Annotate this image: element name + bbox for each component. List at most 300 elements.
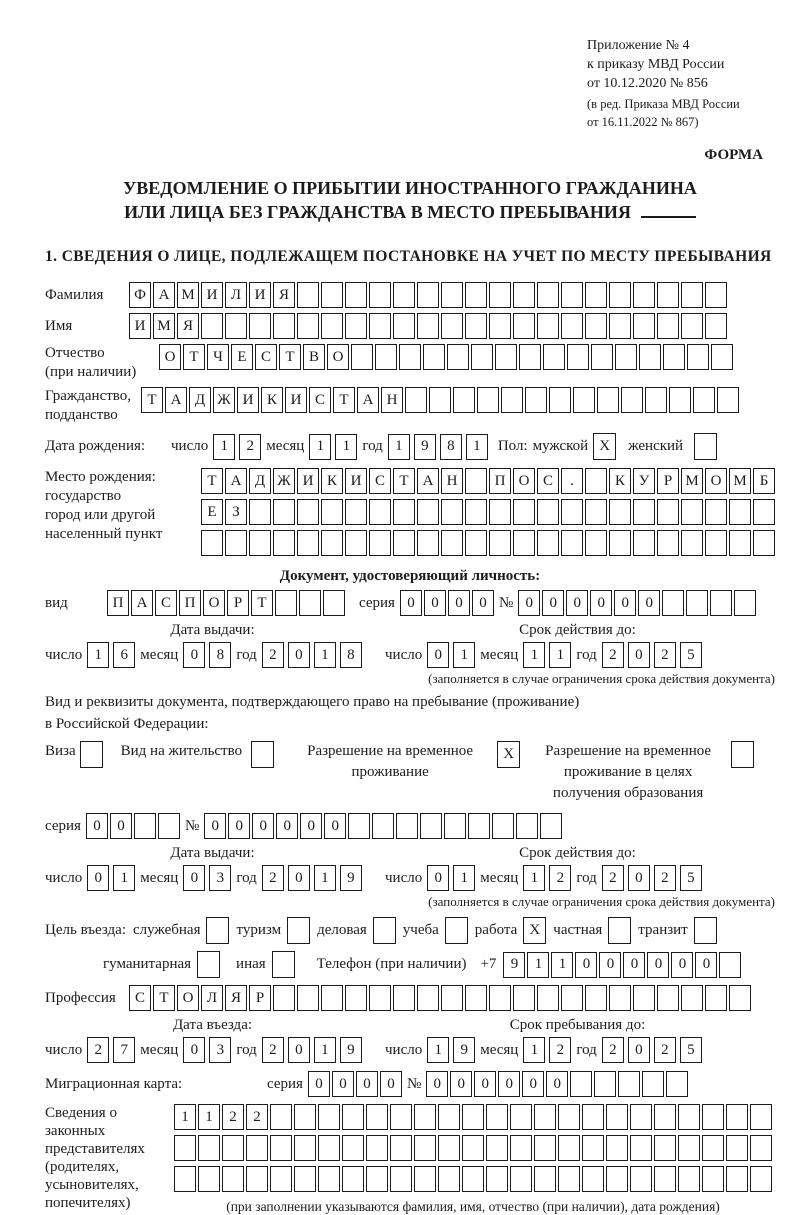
char-cell[interactable] (342, 1104, 364, 1130)
char-cell[interactable]: А (417, 468, 439, 494)
char-cell[interactable] (399, 344, 421, 370)
char-cell[interactable] (318, 1166, 340, 1192)
char-cell[interactable]: 2 (246, 1104, 268, 1130)
char-cell[interactable]: 2 (654, 1037, 676, 1063)
char-cell[interactable]: П (179, 590, 201, 616)
char-cell[interactable] (249, 499, 271, 525)
char-cell[interactable]: Р (249, 985, 271, 1011)
char-cell[interactable] (654, 1104, 676, 1130)
char-cell[interactable]: З (225, 499, 247, 525)
char-cell[interactable] (609, 530, 631, 556)
char-cell[interactable] (348, 813, 370, 839)
char-cell[interactable] (369, 499, 391, 525)
char-cell[interactable] (249, 530, 271, 556)
char-cell[interactable] (174, 1166, 196, 1192)
char-cell[interactable] (606, 1104, 628, 1130)
char-cell[interactable] (591, 344, 613, 370)
char-cell[interactable] (510, 1166, 532, 1192)
char-cell[interactable]: 0 (380, 1071, 402, 1097)
char-cell[interactable]: 9 (503, 952, 525, 978)
char-cell[interactable]: 0 (472, 590, 494, 616)
char-cell[interactable] (633, 313, 655, 339)
char-cell[interactable] (678, 1104, 700, 1130)
char-cell[interactable] (495, 344, 517, 370)
char-cell[interactable] (705, 530, 727, 556)
char-cell[interactable] (513, 985, 535, 1011)
char-cell[interactable]: 0 (671, 952, 693, 978)
char-cell[interactable]: 1 (523, 865, 545, 891)
char-cell[interactable] (441, 282, 463, 308)
char-cell[interactable] (297, 499, 319, 525)
char-cell[interactable]: 0 (110, 813, 132, 839)
char-cell[interactable]: 2 (602, 642, 624, 668)
char-cell[interactable] (465, 468, 487, 494)
char-cell[interactable]: 6 (113, 642, 135, 668)
char-cell[interactable] (729, 499, 751, 525)
char-cell[interactable] (489, 282, 511, 308)
char-cell[interactable]: 2 (262, 642, 284, 668)
char-cell[interactable] (633, 985, 655, 1011)
char-cell[interactable] (729, 985, 751, 1011)
char-cell[interactable] (297, 282, 319, 308)
char-cell[interactable] (275, 590, 297, 616)
char-cell[interactable] (417, 313, 439, 339)
char-cell[interactable]: Я (225, 985, 247, 1011)
char-cell[interactable] (321, 313, 343, 339)
char-cell[interactable] (609, 985, 631, 1011)
char-cell[interactable] (705, 282, 727, 308)
char-cell[interactable]: О (203, 590, 225, 616)
char-cell[interactable] (201, 530, 223, 556)
char-cell[interactable]: 0 (288, 1037, 310, 1063)
char-cell[interactable] (342, 1135, 364, 1161)
char-cell[interactable]: И (201, 282, 223, 308)
char-cell[interactable]: 0 (647, 952, 669, 978)
char-cell[interactable] (606, 1166, 628, 1192)
char-cell[interactable]: 0 (87, 865, 109, 891)
char-cell[interactable]: И (249, 282, 271, 308)
char-cell[interactable] (753, 499, 775, 525)
char-cell[interactable] (582, 1135, 604, 1161)
purpose-study-checkbox[interactable] (445, 917, 468, 944)
char-cell[interactable] (273, 313, 295, 339)
char-cell[interactable] (318, 1104, 340, 1130)
char-cell[interactable] (225, 530, 247, 556)
char-cell[interactable]: Н (441, 468, 463, 494)
char-cell[interactable] (669, 387, 691, 413)
char-cell[interactable] (573, 387, 595, 413)
char-cell[interactable] (441, 499, 463, 525)
char-cell[interactable]: О (177, 985, 199, 1011)
char-cell[interactable] (726, 1166, 748, 1192)
char-cell[interactable]: Л (225, 282, 247, 308)
char-cell[interactable] (423, 344, 445, 370)
char-cell[interactable] (705, 985, 727, 1011)
char-cell[interactable]: С (537, 468, 559, 494)
char-cell[interactable] (540, 813, 562, 839)
char-cell[interactable]: 1 (527, 952, 549, 978)
char-cell[interactable] (465, 313, 487, 339)
char-cell[interactable] (345, 282, 367, 308)
char-cell[interactable]: О (513, 468, 535, 494)
char-cell[interactable]: 0 (228, 813, 250, 839)
char-cell[interactable] (366, 1104, 388, 1130)
char-cell[interactable] (351, 344, 373, 370)
char-cell[interactable] (420, 813, 442, 839)
char-cell[interactable]: 8 (440, 434, 462, 460)
gender-female-checkbox[interactable] (694, 433, 717, 460)
char-cell[interactable] (609, 313, 631, 339)
char-cell[interactable] (345, 313, 367, 339)
char-cell[interactable] (489, 530, 511, 556)
char-cell[interactable]: Я (273, 282, 295, 308)
char-cell[interactable] (198, 1166, 220, 1192)
char-cell[interactable] (369, 313, 391, 339)
char-cell[interactable] (630, 1135, 652, 1161)
char-cell[interactable]: 2 (549, 865, 571, 891)
char-cell[interactable] (585, 530, 607, 556)
char-cell[interactable] (438, 1135, 460, 1161)
char-cell[interactable] (717, 387, 739, 413)
char-cell[interactable] (726, 1104, 748, 1130)
char-cell[interactable]: Т (153, 985, 175, 1011)
char-cell[interactable] (441, 985, 463, 1011)
char-cell[interactable] (393, 530, 415, 556)
char-cell[interactable]: 0 (356, 1071, 378, 1097)
char-cell[interactable]: 0 (628, 1037, 650, 1063)
char-cell[interactable] (198, 1135, 220, 1161)
char-cell[interactable]: И (237, 387, 259, 413)
char-cell[interactable] (678, 1135, 700, 1161)
char-cell[interactable] (734, 590, 756, 616)
char-cell[interactable] (615, 344, 637, 370)
char-cell[interactable]: 0 (566, 590, 588, 616)
char-cell[interactable] (486, 1104, 508, 1130)
char-cell[interactable] (678, 1166, 700, 1192)
char-cell[interactable] (270, 1166, 292, 1192)
char-cell[interactable]: 0 (183, 865, 205, 891)
char-cell[interactable]: Л (201, 985, 223, 1011)
char-cell[interactable] (663, 344, 685, 370)
char-cell[interactable] (750, 1135, 772, 1161)
char-cell[interactable] (393, 499, 415, 525)
char-cell[interactable]: А (357, 387, 379, 413)
char-cell[interactable] (510, 1135, 532, 1161)
purpose-business-checkbox[interactable] (373, 917, 396, 944)
char-cell[interactable] (633, 282, 655, 308)
char-cell[interactable] (750, 1166, 772, 1192)
char-cell[interactable] (567, 344, 589, 370)
char-cell[interactable]: О (159, 344, 181, 370)
char-cell[interactable] (489, 499, 511, 525)
char-cell[interactable] (525, 387, 547, 413)
char-cell[interactable]: 2 (222, 1104, 244, 1130)
char-cell[interactable] (537, 499, 559, 525)
char-cell[interactable] (561, 985, 583, 1011)
char-cell[interactable] (585, 468, 607, 494)
char-cell[interactable] (711, 344, 733, 370)
char-cell[interactable]: А (165, 387, 187, 413)
char-cell[interactable] (519, 344, 541, 370)
char-cell[interactable] (561, 499, 583, 525)
char-cell[interactable]: 0 (400, 590, 422, 616)
char-cell[interactable] (558, 1135, 580, 1161)
char-cell[interactable]: 3 (209, 865, 231, 891)
char-cell[interactable]: 0 (638, 590, 660, 616)
char-cell[interactable]: 2 (602, 865, 624, 891)
char-cell[interactable]: П (489, 468, 511, 494)
char-cell[interactable]: Т (333, 387, 355, 413)
char-cell[interactable] (414, 1166, 436, 1192)
char-cell[interactable] (444, 813, 466, 839)
char-cell[interactable]: С (255, 344, 277, 370)
char-cell[interactable] (561, 530, 583, 556)
char-cell[interactable]: 1 (466, 434, 488, 460)
char-cell[interactable]: 1 (174, 1104, 196, 1130)
char-cell[interactable]: 1 (551, 952, 573, 978)
char-cell[interactable] (441, 530, 463, 556)
char-cell[interactable] (687, 344, 709, 370)
char-cell[interactable] (222, 1135, 244, 1161)
char-cell[interactable] (513, 499, 535, 525)
char-cell[interactable] (501, 387, 523, 413)
purpose-tourism-checkbox[interactable] (287, 917, 310, 944)
char-cell[interactable] (297, 985, 319, 1011)
char-cell[interactable] (510, 1104, 532, 1130)
char-cell[interactable] (158, 813, 180, 839)
char-cell[interactable] (693, 387, 715, 413)
char-cell[interactable]: 0 (448, 590, 470, 616)
char-cell[interactable]: Т (279, 344, 301, 370)
char-cell[interactable] (513, 282, 535, 308)
char-cell[interactable]: С (155, 590, 177, 616)
char-cell[interactable]: Р (657, 468, 679, 494)
char-cell[interactable]: 0 (276, 813, 298, 839)
char-cell[interactable]: 2 (602, 1037, 624, 1063)
char-cell[interactable]: 8 (209, 642, 231, 668)
char-cell[interactable] (468, 813, 490, 839)
char-cell[interactable] (750, 1104, 772, 1130)
char-cell[interactable] (393, 282, 415, 308)
char-cell[interactable] (390, 1166, 412, 1192)
char-cell[interactable] (294, 1104, 316, 1130)
char-cell[interactable]: К (609, 468, 631, 494)
char-cell[interactable] (369, 985, 391, 1011)
char-cell[interactable]: 2 (549, 1037, 571, 1063)
char-cell[interactable]: Т (183, 344, 205, 370)
char-cell[interactable]: 0 (288, 642, 310, 668)
char-cell[interactable] (321, 530, 343, 556)
char-cell[interactable] (438, 1104, 460, 1130)
char-cell[interactable] (681, 985, 703, 1011)
char-cell[interactable] (657, 530, 679, 556)
char-cell[interactable]: Т (141, 387, 163, 413)
char-cell[interactable]: 9 (453, 1037, 475, 1063)
char-cell[interactable] (705, 313, 727, 339)
char-cell[interactable]: 0 (427, 865, 449, 891)
char-cell[interactable]: И (345, 468, 367, 494)
char-cell[interactable]: 2 (654, 642, 676, 668)
char-cell[interactable]: 2 (654, 865, 676, 891)
char-cell[interactable]: 0 (288, 865, 310, 891)
char-cell[interactable]: 8 (340, 642, 362, 668)
char-cell[interactable] (726, 1135, 748, 1161)
char-cell[interactable] (417, 282, 439, 308)
char-cell[interactable] (537, 313, 559, 339)
char-cell[interactable] (686, 590, 708, 616)
char-cell[interactable]: 2 (262, 865, 284, 891)
char-cell[interactable]: 0 (518, 590, 540, 616)
char-cell[interactable]: 1 (523, 642, 545, 668)
char-cell[interactable]: Р (227, 590, 249, 616)
char-cell[interactable] (273, 985, 295, 1011)
purpose-other-checkbox[interactable] (272, 951, 295, 978)
char-cell[interactable] (372, 813, 394, 839)
char-cell[interactable]: 0 (252, 813, 274, 839)
purpose-transit-checkbox[interactable] (694, 917, 717, 944)
char-cell[interactable]: 0 (599, 952, 621, 978)
char-cell[interactable] (246, 1135, 268, 1161)
char-cell[interactable]: С (309, 387, 331, 413)
char-cell[interactable]: М (177, 282, 199, 308)
char-cell[interactable] (342, 1166, 364, 1192)
char-cell[interactable] (585, 282, 607, 308)
char-cell[interactable]: 0 (324, 813, 346, 839)
char-cell[interactable]: 0 (546, 1071, 568, 1097)
char-cell[interactable] (710, 590, 732, 616)
char-cell[interactable]: 5 (680, 1037, 702, 1063)
char-cell[interactable]: 5 (680, 865, 702, 891)
char-cell[interactable]: И (297, 468, 319, 494)
char-cell[interactable] (366, 1166, 388, 1192)
option-temp-residence-education-checkbox[interactable] (731, 741, 754, 768)
char-cell[interactable]: 1 (314, 1037, 336, 1063)
char-cell[interactable] (719, 952, 741, 978)
char-cell[interactable] (297, 530, 319, 556)
char-cell[interactable] (375, 344, 397, 370)
char-cell[interactable]: 0 (86, 813, 108, 839)
char-cell[interactable] (645, 387, 667, 413)
char-cell[interactable]: Д (189, 387, 211, 413)
char-cell[interactable] (558, 1166, 580, 1192)
char-cell[interactable]: Т (201, 468, 223, 494)
char-cell[interactable] (597, 387, 619, 413)
char-cell[interactable] (345, 530, 367, 556)
char-cell[interactable]: С (129, 985, 151, 1011)
char-cell[interactable] (681, 313, 703, 339)
char-cell[interactable] (702, 1104, 724, 1130)
char-cell[interactable]: Д (249, 468, 271, 494)
char-cell[interactable] (585, 499, 607, 525)
char-cell[interactable]: Т (393, 468, 415, 494)
char-cell[interactable]: 0 (522, 1071, 544, 1097)
char-cell[interactable] (321, 282, 343, 308)
char-cell[interactable] (246, 1166, 268, 1192)
char-cell[interactable] (369, 282, 391, 308)
char-cell[interactable] (465, 499, 487, 525)
purpose-humanitarian-checkbox[interactable] (197, 951, 220, 978)
char-cell[interactable]: О (705, 468, 727, 494)
char-cell[interactable]: 9 (340, 1037, 362, 1063)
char-cell[interactable] (570, 1071, 592, 1097)
char-cell[interactable] (618, 1071, 640, 1097)
char-cell[interactable] (465, 282, 487, 308)
char-cell[interactable] (417, 530, 439, 556)
char-cell[interactable]: У (633, 468, 655, 494)
char-cell[interactable]: И (285, 387, 307, 413)
purpose-official-checkbox[interactable] (206, 917, 229, 944)
char-cell[interactable]: Ж (273, 468, 295, 494)
char-cell[interactable] (657, 499, 679, 525)
char-cell[interactable] (543, 344, 565, 370)
char-cell[interactable] (729, 530, 751, 556)
char-cell[interactable] (561, 282, 583, 308)
char-cell[interactable]: М (153, 313, 175, 339)
char-cell[interactable] (633, 530, 655, 556)
char-cell[interactable] (630, 1166, 652, 1192)
char-cell[interactable] (516, 813, 538, 839)
char-cell[interactable]: 0 (308, 1071, 330, 1097)
char-cell[interactable]: Б (753, 468, 775, 494)
char-cell[interactable] (323, 590, 345, 616)
char-cell[interactable]: 1 (523, 1037, 545, 1063)
char-cell[interactable]: 0 (427, 642, 449, 668)
char-cell[interactable] (222, 1166, 244, 1192)
char-cell[interactable] (486, 1135, 508, 1161)
char-cell[interactable] (549, 387, 571, 413)
char-cell[interactable] (537, 985, 559, 1011)
char-cell[interactable] (662, 590, 684, 616)
char-cell[interactable] (681, 530, 703, 556)
char-cell[interactable] (390, 1104, 412, 1130)
char-cell[interactable] (297, 313, 319, 339)
char-cell[interactable]: 1 (314, 865, 336, 891)
char-cell[interactable]: 0 (498, 1071, 520, 1097)
char-cell[interactable]: А (225, 468, 247, 494)
char-cell[interactable]: 0 (695, 952, 717, 978)
char-cell[interactable] (405, 387, 427, 413)
char-cell[interactable]: 1 (113, 865, 135, 891)
char-cell[interactable]: 2 (262, 1037, 284, 1063)
char-cell[interactable]: 0 (542, 590, 564, 616)
char-cell[interactable] (414, 1135, 436, 1161)
char-cell[interactable]: Т (251, 590, 273, 616)
char-cell[interactable] (393, 985, 415, 1011)
char-cell[interactable]: Я (177, 313, 199, 339)
char-cell[interactable] (537, 282, 559, 308)
char-cell[interactable] (534, 1166, 556, 1192)
char-cell[interactable] (453, 387, 475, 413)
char-cell[interactable] (273, 530, 295, 556)
char-cell[interactable] (558, 1104, 580, 1130)
char-cell[interactable]: А (131, 590, 153, 616)
char-cell[interactable]: 1 (213, 434, 235, 460)
char-cell[interactable]: Е (231, 344, 253, 370)
char-cell[interactable] (534, 1104, 556, 1130)
purpose-work-checkbox[interactable]: X (523, 917, 546, 944)
char-cell[interactable] (369, 530, 391, 556)
char-cell[interactable] (705, 499, 727, 525)
char-cell[interactable] (345, 985, 367, 1011)
char-cell[interactable]: . (561, 468, 583, 494)
char-cell[interactable] (438, 1166, 460, 1192)
char-cell[interactable] (417, 499, 439, 525)
char-cell[interactable] (609, 282, 631, 308)
char-cell[interactable] (429, 387, 451, 413)
char-cell[interactable] (609, 499, 631, 525)
char-cell[interactable]: 0 (204, 813, 226, 839)
char-cell[interactable]: 0 (450, 1071, 472, 1097)
